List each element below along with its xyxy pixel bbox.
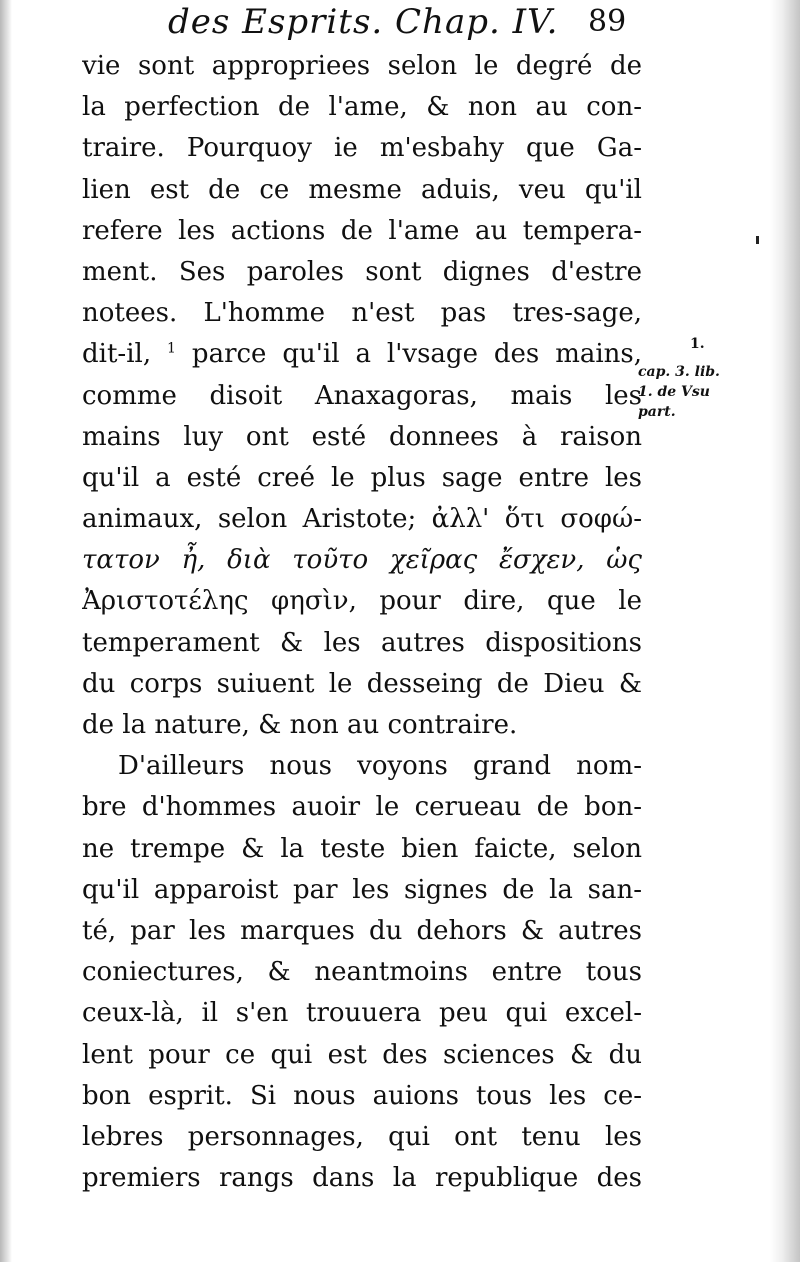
text-line: la perfection de l'ame, & non au con-	[82, 92, 642, 123]
text-line: té, par les marques du dehors & autres	[82, 915, 642, 946]
text-line: lent pour ce qui est des sciences & du	[82, 1039, 642, 1070]
page-right-shadow	[770, 0, 800, 1262]
text-line: du corps suiuent le desseing de Dieu &	[82, 668, 642, 699]
text-line: qu'il apparoist par les signes de la san-	[82, 874, 642, 905]
text-line: comme disoit Anaxagoras, mais les	[82, 380, 642, 411]
margin-note-line: part.	[638, 404, 676, 420]
text-line: bre d'hommes auoir le cerueau de bon-	[82, 792, 642, 823]
margin-note-line: cap. 3. lib.	[638, 364, 720, 380]
text-line: mains luy ont esté donnees à raison	[82, 421, 642, 452]
text-line: coniectures, & neantmoins entre tous	[82, 957, 642, 988]
page-left-shadow	[0, 0, 12, 1262]
text-fragment: parce qu'il a l'vsage des mains,	[191, 339, 642, 370]
footnote-reference: 1	[167, 340, 176, 357]
text-line: qu'il a esté creé le plus sage entre les	[82, 462, 642, 493]
text-line: animaux, selon Aristote; ἀλλ' ὅτι σοφώ-	[82, 504, 642, 535]
page-header	[0, 0, 800, 50]
text-line: vie sont appropriees selon le degré de	[82, 51, 642, 81]
text-line: ment. Ses paroles sont dignes d'estre	[82, 256, 642, 287]
text-line: temperament & les autres dispositions	[82, 627, 642, 658]
text-line: notees. L'homme n'est pas tres-sage,	[82, 298, 642, 329]
text-line: traire. Pourquoy ie m'esbahy que Ga-	[82, 133, 642, 164]
body-text	[82, 46, 642, 1199]
text-line: ceux-là, il s'en trouuera peu qui excel-	[82, 998, 642, 1029]
paragraph-start-line: D'ailleurs nous voyons grand nom-	[118, 751, 642, 782]
greek-text-line: τατον ἦ, διὰ τοῦτο χεῖρας ἔσχεν, ὡς	[82, 545, 642, 576]
text-line: ne trempe & la teste bien faicte, selon	[82, 833, 642, 864]
ink-speck	[756, 236, 759, 244]
margin-note-line: 1. de Vsu	[638, 384, 710, 400]
text-line: lien est de ce mesme aduis, veu qu'il	[82, 174, 642, 205]
text-line: refere les actions de l'ame au tempera-	[82, 215, 642, 246]
text-line-with-note	[82, 334, 642, 375]
page-number: 89	[588, 4, 627, 39]
text-line: bon esprit. Si nous auions tous les ce-	[82, 1080, 642, 1111]
text-line: premiers rangs dans la republique des	[82, 1163, 642, 1194]
text-line: Ἀριστοτέλης φησὶν, pour dire, que le	[82, 586, 642, 617]
text-line: lebres personnages, qui ont tenu les	[82, 1121, 642, 1152]
text-fragment: dit-il,	[82, 339, 152, 370]
running-title: des Esprits. Chap. IV.	[168, 2, 559, 42]
margin-note-number: 1.	[690, 336, 705, 352]
paragraph-end-line: de la nature, & non au contraire.	[82, 710, 518, 740]
